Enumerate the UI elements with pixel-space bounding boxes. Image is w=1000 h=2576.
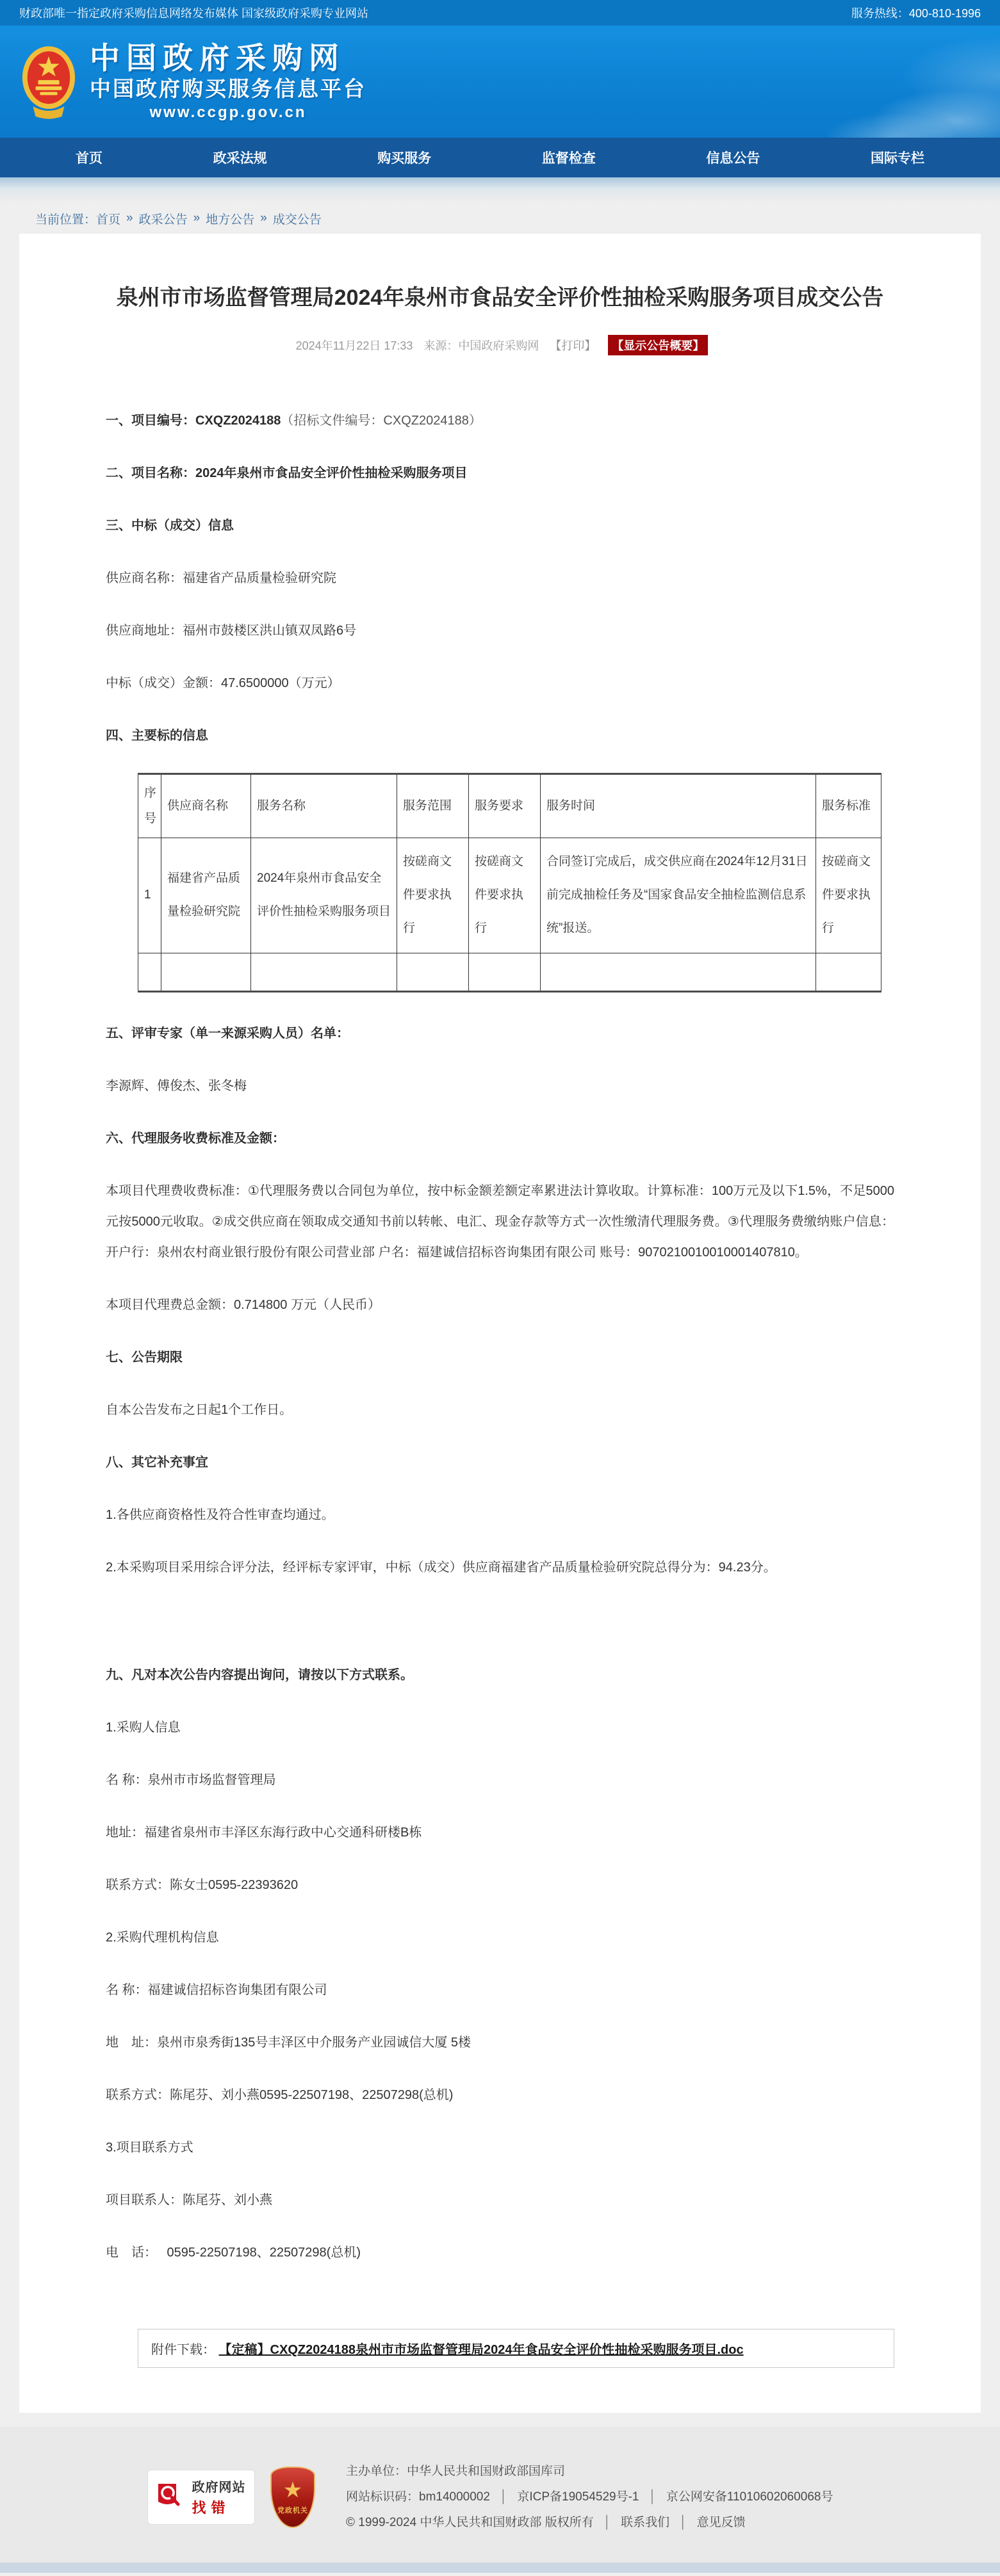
cell-service-name: 2024年泉州市食品安全评价性抽检采购服务项目 <box>251 838 397 953</box>
breadcrumb <box>0 203 1000 234</box>
award-amount: 中标（成交）金额：47.6500000（万元） <box>106 676 340 690</box>
col-header-service-standard: 服务标准 <box>816 774 881 838</box>
page-gap <box>0 2413 1000 2427</box>
agent-address: 地 址：泉州市泉秀街135号丰泽区中介服务产业园诚信大厦 5楼 <box>106 2035 471 2050</box>
project-contact-label: 3.项目联系方式 <box>106 2140 193 2155</box>
cell-supplier: 福建省产品质量检验研究院 <box>161 838 251 953</box>
nav-item-announcements[interactable]: 信息公告 <box>706 151 760 166</box>
site-url: www.ccgp.gov.cn <box>149 104 307 122</box>
table-row-empty <box>138 953 881 991</box>
breadcrumb-item-award[interactable]: 成交公告 <box>272 213 322 227</box>
page-title: 泉州市市场监督管理局2024年泉州市食品安全评价性抽检采购服务项目成交公告 <box>116 286 884 310</box>
footer-badges <box>147 2467 315 2528</box>
tender-doc-number: （招标文件编号：CXQZ2024188） <box>281 413 482 428</box>
copyright-text: © 1999-2024 中华人民共和国财政部 版权所有 <box>346 2515 594 2529</box>
article-container <box>19 234 981 2413</box>
cell-service-standard: 按磋商文件要求执行 <box>816 838 881 953</box>
breadcrumb-item-announcements[interactable]: 政采公告 <box>138 213 188 227</box>
magnifier-icon <box>157 2483 186 2512</box>
nav-item-regulations[interactable]: 政采法规 <box>213 151 267 166</box>
agent-name: 名 称：福建诚信招标咨询集团有限公司 <box>106 1982 327 1997</box>
public-security-record-link[interactable]: 京公网安备11010602060068号 <box>666 2490 833 2504</box>
section-project-name: 二、项目名称：2024年泉州市食品安全评价性抽检采购服务项目 <box>106 466 468 480</box>
section-agency-fee: 六、代理服务收费标准及金额： <box>106 1131 285 1146</box>
bottom-strip <box>0 2563 1000 2573</box>
section-contact: 九、凡对本次公告内容提出询问，请按以下方式联系。 <box>106 1667 413 1682</box>
nav-item-home[interactable]: 首页 <box>76 151 102 166</box>
footer-organizer: 主办单位：中华人民共和国财政部国库司 <box>346 2464 566 2478</box>
agency-fee-standard: 本项目代理费收费标准：①代理服务费以合同包为单位，按中标金额差额定率累进法计算收取。计算标准：100万元及以下1.5%，不足5000元按5000元收取。②成交供应商在领取成交通知书前以转帐、电汇、现金存款等方式一次性缴清代理服务费。③代理服务费缴纳账户信息：开户行：泉州农村商业银行股份有限公司营业部 户名：福建诚信招标咨询集团有限公司 账号：9070210010010001407810。 <box>106 1183 894 1260</box>
page-footer <box>0 2427 1000 2563</box>
nav-item-purchase-service[interactable]: 购买服务 <box>377 151 432 166</box>
cell-service-requirement: 按磋商文件要求执行 <box>469 838 541 953</box>
attachment-label: 附件下载： <box>151 2342 215 2357</box>
table-header-row <box>138 774 881 838</box>
supplementary-2: 2.本采购项目采用综合评分法，经评标专家评审，中标（成交）供应商福建省产品质量检验研究院总得分为：94.23分。 <box>106 1560 776 1575</box>
section-supplementary: 八、其它补充事宜 <box>106 1455 208 1470</box>
col-header-index: 序号 <box>138 774 161 838</box>
shield-emblem-icon: ★ <box>283 2477 303 2502</box>
breadcrumb-item-local[interactable]: 地方公告 <box>206 213 255 227</box>
award-detail-table <box>138 773 881 992</box>
feedback-link[interactable]: 意见反馈 <box>696 2515 746 2529</box>
top-bar <box>0 0 1000 26</box>
announcement-period: 自本公告发布之日起1个工作日。 <box>106 1402 293 1417</box>
cell-index: 1 <box>138 838 161 953</box>
project-contact-phone: 电 话： 0595-22507198、22507298(总机) <box>106 2245 361 2260</box>
experts-list: 李源辉、傅俊杰、张冬梅 <box>106 1078 247 1093</box>
col-header-supplier: 供应商名称 <box>161 774 251 838</box>
banner-text <box>90 42 366 122</box>
breadcrumb-prefix: 当前位置： <box>35 213 97 227</box>
breadcrumb-separator: » <box>260 211 267 225</box>
breadcrumb-item-home[interactable]: 首页 <box>96 213 121 227</box>
site-subtitle: 中国政府购买服务信息平台 <box>90 77 366 101</box>
section-subject-info: 四、主要标的信息 <box>106 728 208 743</box>
supplier-name: 供应商名称：福建省产品质量检验研究院 <box>106 571 336 585</box>
article-meta <box>106 335 894 355</box>
contact-us-link[interactable]: 联系我们 <box>621 2515 670 2529</box>
buyer-contact: 联系方式：陈女士0595-22393620 <box>106 1877 299 1892</box>
publish-datetime: 2024年11月22日 17:33 <box>295 339 413 352</box>
footer-registrations: 网站标识码：bm14000002 │ 京ICP备19054529号-1 │ 京公网安备11010602060068号 <box>346 2490 833 2504</box>
col-header-service-scope: 服务范围 <box>397 774 469 838</box>
agency-fee-total: 本项目代理费总金额：0.714800 万元（人民币） <box>106 1297 381 1312</box>
shield-label: 党政机关 <box>277 2506 308 2515</box>
party-gov-shield-badge[interactable] <box>270 2467 315 2528</box>
nav-item-international[interactable]: 国际专栏 <box>870 151 924 166</box>
icp-license-link[interactable]: 京ICP备19054529号-1 <box>517 2490 639 2504</box>
agent-contact: 联系方式：陈尾芬、刘小燕0595-22507198、22507298(总机) <box>106 2087 454 2102</box>
section-project-number: 一、项目编号：CXQZ2024188（招标文件编号：CXQZ2024188） <box>106 413 482 428</box>
nav-gradient-band <box>0 177 1000 203</box>
project-contact-person: 项目联系人：陈尾芬、刘小燕 <box>106 2192 272 2207</box>
national-emblem-logo <box>20 44 77 120</box>
article-source: 来源：中国政府采购网 <box>423 339 539 352</box>
article-body <box>106 405 894 2268</box>
buyer-name: 名 称：泉州市市场监督管理局 <box>106 1772 276 1787</box>
attachment-download-box <box>138 2329 894 2368</box>
table-row <box>138 838 881 953</box>
gov-site-error-report-badge[interactable] <box>147 2470 255 2525</box>
site-id-code: 网站标识码：bm14000002 <box>346 2490 490 2504</box>
footer-text <box>346 2459 833 2536</box>
site-banner <box>0 26 1000 138</box>
cell-service-scope: 按磋商文件要求执行 <box>397 838 469 953</box>
show-summary-button[interactable]: 【显示公告概要】 <box>608 335 708 355</box>
col-header-service-requirement: 服务要求 <box>469 774 541 838</box>
site-name: 中国政府采购网 <box>90 40 345 75</box>
col-header-service-time: 服务时间 <box>541 774 816 838</box>
section-announcement-period: 七、公告期限 <box>106 1350 183 1365</box>
print-button[interactable]: 【打印】 <box>550 339 596 352</box>
footer-copyright-row: © 1999-2024 中华人民共和国财政部 版权所有 │ 联系我们 │ 意见反馈 <box>346 2515 746 2529</box>
supplementary-1: 1.各供应商资格性及符合性审查均通过。 <box>106 1507 334 1522</box>
service-hotline: 服务热线：400-810-1996 <box>851 7 981 20</box>
supplier-address: 供应商地址：福州市鼓楼区洪山镇双凤路6号 <box>106 623 357 638</box>
section-experts: 五、评审专家（单一来源采购人员）名单： <box>106 1026 349 1041</box>
nav-item-supervision[interactable]: 监督检查 <box>541 151 596 166</box>
agent-info-label: 2.采购代理机构信息 <box>106 1930 219 1945</box>
breadcrumb-separator: » <box>126 211 133 225</box>
cell-service-time: 合同签订完成后，成交供应商在2024年12月31日前完成抽检任务及“国家食品安全抽检监测信息系统”报送。 <box>541 838 816 953</box>
buyer-info-label: 1.采购人信息 <box>106 1720 181 1735</box>
col-header-service-name: 服务名称 <box>251 774 397 838</box>
section-award-info: 三、中标（成交）信息 <box>106 518 234 533</box>
main-nav <box>0 138 1000 177</box>
buyer-address: 地址：福建省泉州市丰泽区东海行政中心交通科研楼B栋 <box>106 1825 422 1840</box>
find-error-badge-text: 政府网站 找错 <box>192 2481 246 2516</box>
breadcrumb-separator: » <box>193 211 201 225</box>
attachment-doc-link[interactable]: 【定稿】CXQZ2024188泉州市市场监督管理局2024年食品安全评价性抽检采购服务项目.doc <box>218 2342 744 2357</box>
site-slogan: 财政部唯一指定政府采购信息网络发布媒体 国家级政府采购专业网站 <box>19 7 368 20</box>
